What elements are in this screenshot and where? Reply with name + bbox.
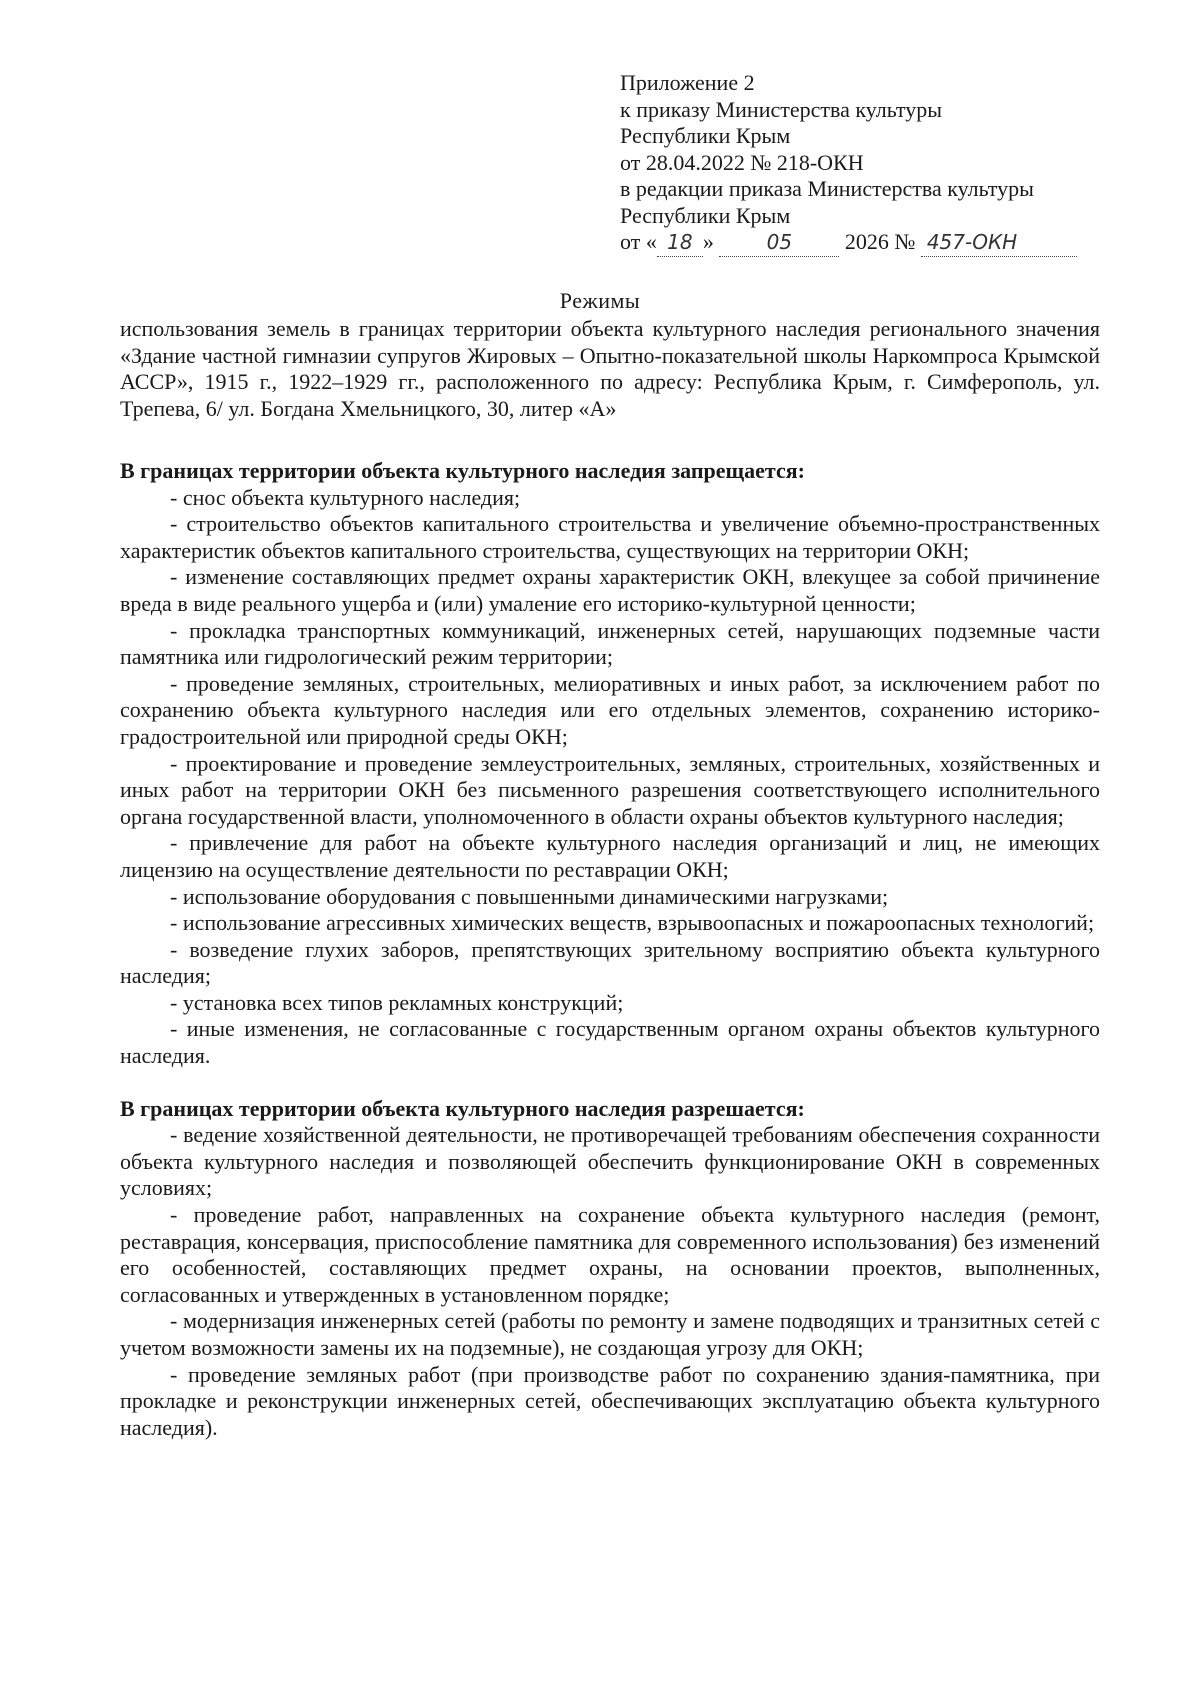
order-prefix: от « xyxy=(620,229,657,254)
header-line: Республики Крым xyxy=(620,202,791,228)
prohibited-item: - возведение глухих заборов, препятствующих зрительному восприятию объекта культурного наследия; xyxy=(120,936,1100,989)
document-subtitle: использования земель в границах территории объекта культурного наследия регионального значения «Здание частной гимназии супругов Жировых – Опытно-показательной школы Наркомпроса Крымской АССР», 1915 г., 1922–1929 гг., расположенного по адресу: Республика Крым, г. Симферополь, ул. Трепева, 6/ ул. Богдана Хмельницкого, 30, литер «А» xyxy=(120,316,1100,421)
prohibited-item: - проектирование и проведение землеустроительных, земляных, строительных, хозяйственных и иных работ на территории ОКН без письменного разрешения соответствующего исполнительного органа государственной власти, уполномоченного в области охраны объектов культурного наследия; xyxy=(120,750,1100,829)
prohibited-item: - установка всех типов рекламных конструкций; xyxy=(170,989,624,1015)
section-gap xyxy=(120,1070,1100,1096)
order-year: 2026 № xyxy=(844,229,916,254)
prohibited-item: - иные изменения, не согласованные с государственным органом охраны объектов культурного наследия. xyxy=(120,1016,1100,1069)
prohibited-item: - привлечение для работ на объекте культурного наследия организаций и лиц, не имеющих лицензию на осуществление деятельности по реставрации ОКН; xyxy=(120,830,1100,882)
handwritten-order-number: 457-ОКН xyxy=(921,229,1077,257)
permitted-item: - проведение земляных работ (при производстве работ по сохранению здания-памятника, при прокладке и реконструкции инженерных сетей, обеспечивающих эксплуатацию объекта культурного наследия). xyxy=(120,1361,1100,1440)
handwritten-month: 05 xyxy=(719,229,839,257)
header-line: от 28.04.2022 № 218-ОКН xyxy=(620,149,864,175)
document-body xyxy=(120,458,1100,1441)
prohibited-item: - снос объекта культурного наследия; xyxy=(170,484,521,510)
prohibited-item: - изменение составляющих предмет охраны характеристик ОКН, влекущее за собой причинение вреда в виде реального ущерба и (или) умаление его историко-культурной ценности; xyxy=(120,564,1100,616)
prohibited-item: - проведение земляных, строительных, мелиоративных и иных работ, за исключением работ по сохранению объекта культурного наследия или его отдельных элементов, сохранению историко-градостроительной или природной среды ОКН; xyxy=(120,670,1100,749)
prohibited-item: - использование агрессивных химических веществ, взрывоопасных и пожароопасных технологий; xyxy=(170,910,1095,936)
prohibited-item: - использование оборудования с повышенными динамическими нагрузками; xyxy=(170,883,889,909)
header-line: Приложение 2 xyxy=(620,70,755,95)
order-mid: » xyxy=(702,229,714,254)
order-date-line xyxy=(620,229,1140,257)
appendix-header xyxy=(620,70,1140,257)
permitted-item: - ведение хозяйственной деятельности, не противоречащей требованиям обеспечения сохранности объекта культурного наследия и позволяющей обеспечить функционирование ОКН в современных условиях; xyxy=(120,1122,1100,1201)
permitted-item: - проведение работ, направленных на сохранение объекта культурного наследия (ремонт, реставрация, консервация, приспособление памятника для современного использования) без изменений его особенностей, составляющих предмет охраны, на основании проектов, выполненных, согласованных и утвержденных в установленном порядке; xyxy=(120,1202,1100,1307)
permitted-item: - модернизация инженерных сетей (работы по ремонту и замене подводящих и транзитных сетей с учетом возможности замены их на подземные), не создающая угрозу для ОКН; xyxy=(120,1308,1100,1360)
permitted-heading: В границах территории объекта культурного наследия разрешается: xyxy=(120,1095,805,1121)
document-title: Режимы xyxy=(559,288,641,313)
handwritten-day: 18 xyxy=(657,229,703,257)
header-line: в редакции приказа Министерства культуры xyxy=(620,176,1034,201)
prohibited-item: - прокладка транспортных коммуникаций, инженерных сетей, нарушающих подземные части памятника или гидрологический режим территории; xyxy=(120,617,1100,670)
header-line: Республики Крым xyxy=(620,123,791,148)
prohibited-item: - строительство объектов капитального строительства и увеличение объемно-пространственных характеристик объектов капитального строительства, существующих на территории ОКН; xyxy=(120,511,1100,563)
prohibited-heading: В границах территории объекта культурного наследия запрещается: xyxy=(120,458,805,483)
header-line: к приказу Министерства культуры xyxy=(620,96,943,122)
